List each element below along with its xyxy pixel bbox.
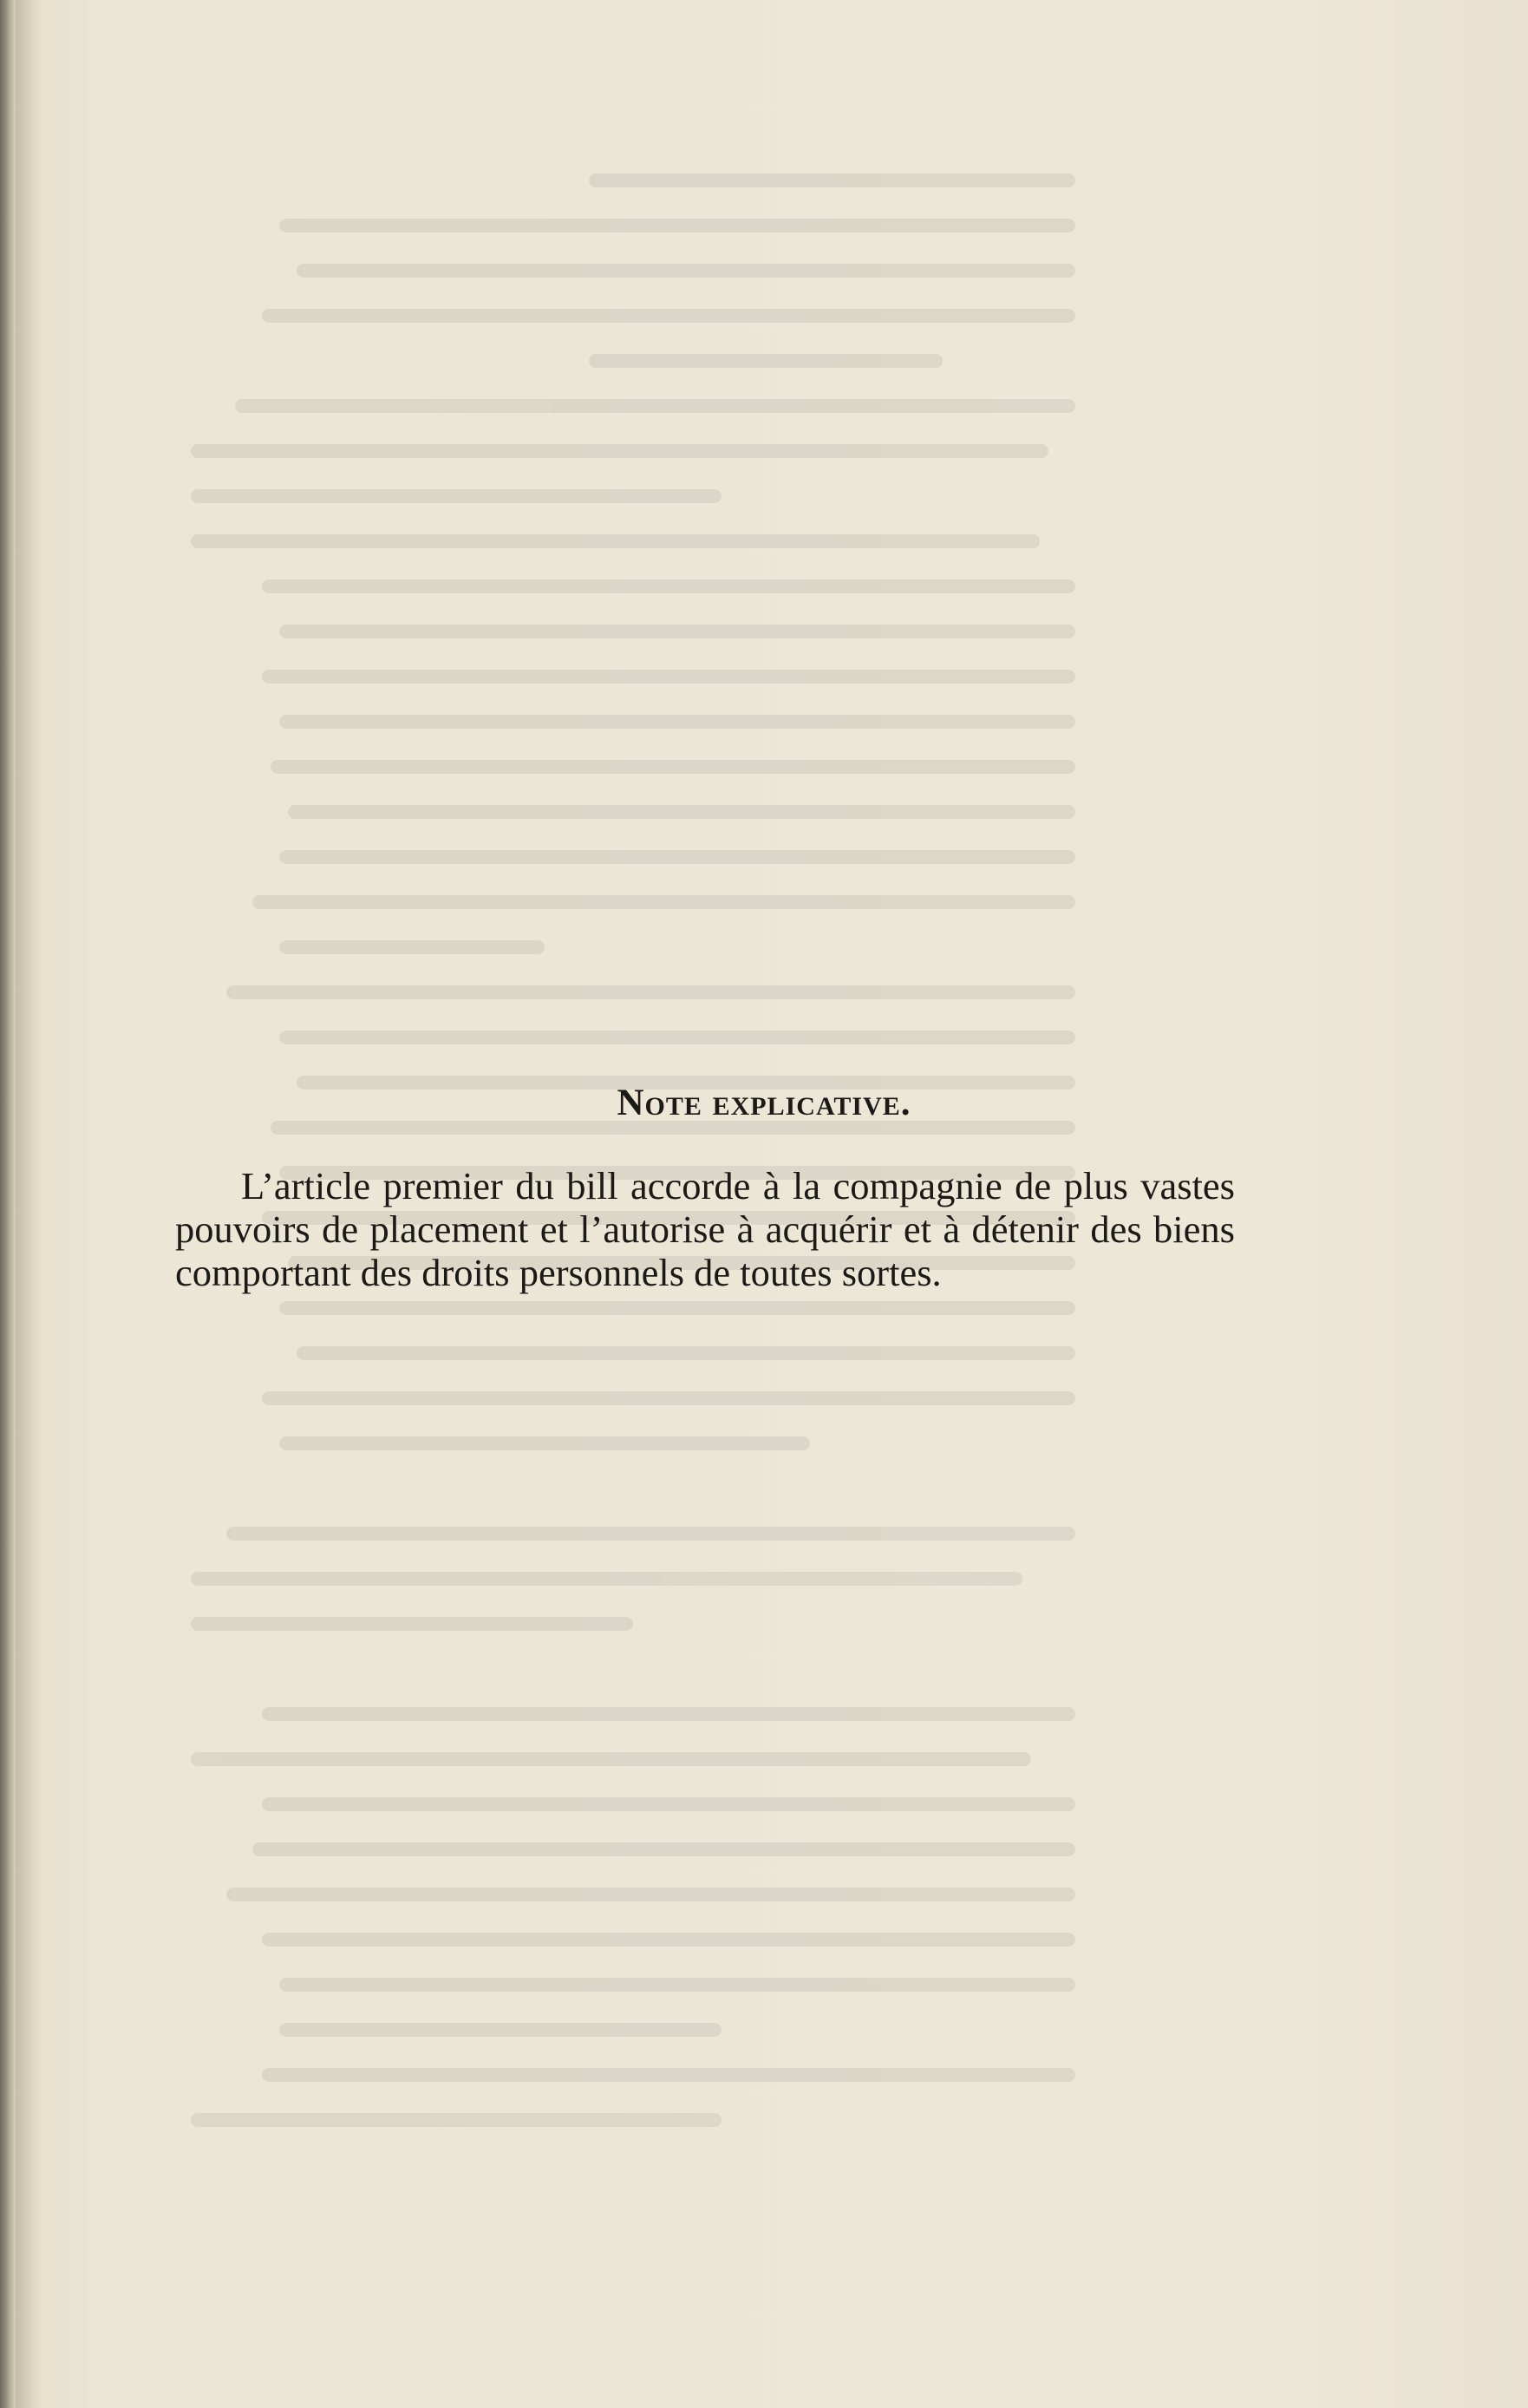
- binding-edge: [0, 0, 16, 2408]
- binding-shadow: [16, 0, 42, 2408]
- page-title: Note explicative.: [617, 1083, 911, 1123]
- explanatory-paragraph: L’article premier du bill accorde à la compagnie de plus vastes pouvoirs de placement et l’autorise à acquérir et à détenir des biens comportant des droits personnels de toutes sortes.: [175, 1164, 1235, 1294]
